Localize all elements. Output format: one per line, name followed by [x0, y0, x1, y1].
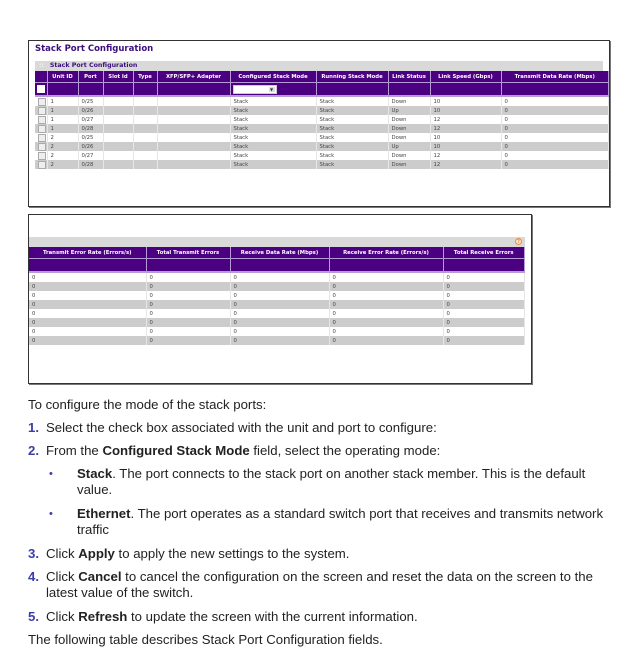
cell-configured-mode: Stack	[230, 106, 316, 115]
cell-total-rx-errors: 0	[443, 291, 525, 300]
cell-total-rx-errors: 0	[443, 327, 525, 336]
closing-text: The following table describes Stack Port Configuration fields.	[28, 632, 383, 647]
cell-running-mode: Stack	[316, 133, 388, 142]
select-all-cell	[35, 83, 47, 97]
cell-slot-id	[103, 106, 133, 115]
cell-rx-data-rate: 0	[230, 272, 329, 282]
col-header-running-mode[interactable]: Running Stack Mode	[316, 71, 388, 83]
step-number: 3.	[28, 546, 39, 561]
step-number: 2.	[28, 443, 39, 458]
cell-type	[133, 151, 157, 160]
cell-total-tx-errors: 0	[146, 291, 230, 300]
cell-tx-error-rate: 0	[29, 336, 146, 345]
cell-tx-rate: 0	[501, 151, 609, 160]
cell-link-speed: 10	[430, 106, 501, 115]
cell-adapter	[157, 96, 230, 106]
cell-slot-id	[103, 160, 133, 169]
cell-link-speed: 12	[430, 115, 501, 124]
cell-slot-id	[103, 133, 133, 142]
cell-link-status: Down	[388, 133, 430, 142]
cell-type	[133, 115, 157, 124]
cell-link-speed: 12	[430, 124, 501, 133]
bullet-icon: •	[49, 468, 53, 480]
cell-unit-id: 2	[47, 142, 78, 151]
cell-rx-data-rate: 0	[230, 309, 329, 318]
col-header-select	[35, 71, 47, 83]
cell-tx-rate: 0	[501, 160, 609, 169]
cell-tx-error-rate: 0	[29, 309, 146, 318]
cell-rx-data-rate: 0	[230, 282, 329, 291]
cell-running-mode: Stack	[316, 115, 388, 124]
row-select-checkbox[interactable]	[38, 134, 46, 142]
cell-total-rx-errors: 0	[443, 309, 525, 318]
help-icon[interactable]: ?	[515, 238, 522, 245]
step-number: 5.	[28, 609, 39, 624]
col-header-slot-id[interactable]: Slot Id	[103, 71, 133, 83]
cell-unit-id: 2	[47, 151, 78, 160]
col-header-total-tx-errors[interactable]: Total Transmit Errors	[146, 247, 230, 259]
cell-rx-error-rate: 0	[329, 336, 443, 345]
table-row	[35, 96, 609, 106]
cell-port: 0/27	[78, 151, 103, 160]
table-row	[35, 115, 609, 124]
table-row	[35, 124, 609, 133]
cell-unit-id: 2	[47, 133, 78, 142]
bullet-icon: •	[49, 508, 53, 520]
col-header-configured-mode[interactable]: Configured Stack Mode	[230, 71, 316, 83]
cell-rx-error-rate: 0	[329, 291, 443, 300]
cell-rx-error-rate: 0	[329, 282, 443, 291]
cell-adapter	[157, 115, 230, 124]
cell-configured-mode: Stack	[230, 96, 316, 106]
stack-port-table	[35, 71, 609, 169]
col-header-tx-rate[interactable]: Transmit Data Rate (Mbps)	[501, 71, 609, 83]
cell-port: 0/26	[78, 142, 103, 151]
cell-adapter	[157, 133, 230, 142]
cell-link-speed: 10	[430, 96, 501, 106]
cell-total-tx-errors: 0	[146, 272, 230, 282]
cell-tx-error-rate: 0	[29, 291, 146, 300]
cell-running-mode: Stack	[316, 151, 388, 160]
cell-type	[133, 124, 157, 133]
cell-adapter	[157, 106, 230, 115]
table-row	[35, 133, 609, 142]
configured-mode-cell	[230, 83, 316, 97]
row-select-checkbox[interactable]	[38, 107, 46, 115]
table-row	[35, 142, 609, 151]
cell-configured-mode: Stack	[230, 133, 316, 142]
cell-adapter	[157, 160, 230, 169]
col-header-rx-error-rate[interactable]: Receive Error Rate (Errors/s)	[329, 247, 443, 259]
cell-port: 0/25	[78, 133, 103, 142]
cell-unit-id: 2	[47, 160, 78, 169]
cell-link-status: Down	[388, 160, 430, 169]
cell-unit-id: 1	[47, 106, 78, 115]
col-header-adapter[interactable]: XFP/SFP+ Adapter	[157, 71, 230, 83]
cell-configured-mode: Stack	[230, 115, 316, 124]
cell-link-status: Up	[388, 106, 430, 115]
collapse-grip-icon[interactable]: ::	[39, 62, 44, 69]
cell-type	[133, 96, 157, 106]
col-header-type[interactable]: Type	[133, 71, 157, 83]
col-header-total-rx-errors[interactable]: Total Receive Errors	[443, 247, 525, 259]
col-header-unit-id[interactable]: Unit ID	[47, 71, 78, 83]
table-header-row	[35, 71, 609, 83]
intro-text: To configure the mode of the stack ports:	[28, 397, 267, 412]
cell-port: 0/25	[78, 96, 103, 106]
cell-tx-rate: 0	[501, 142, 609, 151]
col-header-tx-error-rate[interactable]: Transmit Error Rate (Errors/s)	[29, 247, 146, 259]
cell-port: 0/28	[78, 124, 103, 133]
cell-tx-error-rate: 0	[29, 300, 146, 309]
cell-adapter	[157, 151, 230, 160]
cell-tx-rate: 0	[501, 133, 609, 142]
cell-total-rx-errors: 0	[443, 282, 525, 291]
cell-rx-data-rate: 0	[230, 327, 329, 336]
cell-total-tx-errors: 0	[146, 282, 230, 291]
table-row	[29, 336, 525, 345]
cell-running-mode: Stack	[316, 96, 388, 106]
row-select-checkbox[interactable]	[38, 116, 46, 124]
cell-running-mode: Stack	[316, 160, 388, 169]
table-row	[29, 291, 525, 300]
cell-adapter	[157, 142, 230, 151]
edit-row	[29, 259, 525, 273]
col-header-rx-data-rate[interactable]: Receive Data Rate (Mbps)	[230, 247, 329, 259]
cell-type	[133, 133, 157, 142]
cell-configured-mode: Stack	[230, 142, 316, 151]
cell-port: 0/27	[78, 115, 103, 124]
cell-tx-rate: 0	[501, 124, 609, 133]
cell-port: 0/28	[78, 160, 103, 169]
cell-tx-rate: 0	[501, 106, 609, 115]
cell-link-speed: 10	[430, 133, 501, 142]
cell-slot-id	[103, 96, 133, 106]
cell-configured-mode: Stack	[230, 151, 316, 160]
step-number: 4.	[28, 569, 39, 584]
cell-link-speed: 12	[430, 151, 501, 160]
table-row	[29, 327, 525, 336]
cell-slot-id	[103, 124, 133, 133]
cell-total-tx-errors: 0	[146, 309, 230, 318]
row-select-checkbox[interactable]	[38, 152, 46, 160]
row-select-checkbox[interactable]	[38, 125, 46, 133]
cell-running-mode: Stack	[316, 124, 388, 133]
cell-link-status: Down	[388, 96, 430, 106]
cell-rx-error-rate: 0	[329, 309, 443, 318]
stack-port-config-panel	[28, 40, 610, 207]
cell-total-rx-errors: 0	[443, 272, 525, 282]
col-header-link-speed[interactable]: Link Speed (Gbps)	[430, 71, 501, 83]
step-number: 1.	[28, 420, 39, 435]
cell-total-rx-errors: 0	[443, 336, 525, 345]
select-all-checkbox[interactable]	[37, 85, 45, 93]
cell-link-status: Down	[388, 151, 430, 160]
cell-rx-data-rate: 0	[230, 336, 329, 345]
cell-total-tx-errors: 0	[146, 318, 230, 327]
page-title: Stack Port Configuration	[35, 44, 154, 54]
cell-total-tx-errors: 0	[146, 300, 230, 309]
cell-rx-data-rate: 0	[230, 300, 329, 309]
cell-rx-error-rate: 0	[329, 318, 443, 327]
cell-link-speed: 12	[430, 160, 501, 169]
section-title: Stack Port Configuration	[49, 62, 138, 69]
cell-port: 0/26	[78, 106, 103, 115]
cell-rx-error-rate: 0	[329, 300, 443, 309]
cell-unit-id: 1	[47, 96, 78, 106]
cell-tx-rate: 0	[501, 115, 609, 124]
table-row	[29, 272, 525, 282]
cell-rx-error-rate: 0	[329, 272, 443, 282]
table-row	[29, 300, 525, 309]
row-select-checkbox[interactable]	[38, 98, 46, 106]
cell-configured-mode: Stack	[230, 160, 316, 169]
table-row	[35, 106, 609, 115]
row-select-checkbox[interactable]	[38, 143, 46, 151]
cell-total-tx-errors: 0	[146, 327, 230, 336]
cell-tx-rate: 0	[501, 96, 609, 106]
cell-configured-mode: Stack	[230, 124, 316, 133]
stack-port-stats-table	[29, 247, 525, 345]
cell-type	[133, 106, 157, 115]
cell-adapter	[157, 124, 230, 133]
cell-tx-error-rate: 0	[29, 282, 146, 291]
chevron-down-icon[interactable]: ▼	[269, 86, 274, 92]
cell-slot-id	[103, 151, 133, 160]
section-header-continued	[29, 237, 525, 247]
col-header-port[interactable]: Port	[78, 71, 103, 83]
cell-total-rx-errors: 0	[443, 318, 525, 327]
cell-rx-data-rate: 0	[230, 291, 329, 300]
table-row	[29, 318, 525, 327]
cell-tx-error-rate: 0	[29, 272, 146, 282]
cell-unit-id: 1	[47, 124, 78, 133]
edit-row	[35, 83, 609, 97]
cell-link-status: Up	[388, 142, 430, 151]
cell-slot-id	[103, 115, 133, 124]
cell-tx-error-rate: 0	[29, 318, 146, 327]
cell-type	[133, 142, 157, 151]
section-header	[35, 61, 603, 71]
cell-running-mode: Stack	[316, 142, 388, 151]
col-header-link-status[interactable]: Link Status	[388, 71, 430, 83]
cell-slot-id	[103, 142, 133, 151]
table-row	[35, 160, 609, 169]
cell-rx-error-rate: 0	[329, 327, 443, 336]
stack-port-stats-panel	[28, 214, 532, 384]
cell-tx-error-rate: 0	[29, 327, 146, 336]
cell-unit-id: 1	[47, 115, 78, 124]
row-select-checkbox[interactable]	[38, 161, 46, 169]
cell-link-status: Down	[388, 115, 430, 124]
table-row	[29, 282, 525, 291]
cell-running-mode: Stack	[316, 106, 388, 115]
cell-total-rx-errors: 0	[443, 300, 525, 309]
cell-link-status: Down	[388, 124, 430, 133]
table-header-row	[29, 247, 525, 259]
cell-total-tx-errors: 0	[146, 336, 230, 345]
cell-rx-data-rate: 0	[230, 318, 329, 327]
cell-link-speed: 10	[430, 142, 501, 151]
cell-type	[133, 160, 157, 169]
table-row	[29, 309, 525, 318]
configured-stack-mode-select[interactable]	[233, 85, 277, 94]
table-row	[35, 151, 609, 160]
